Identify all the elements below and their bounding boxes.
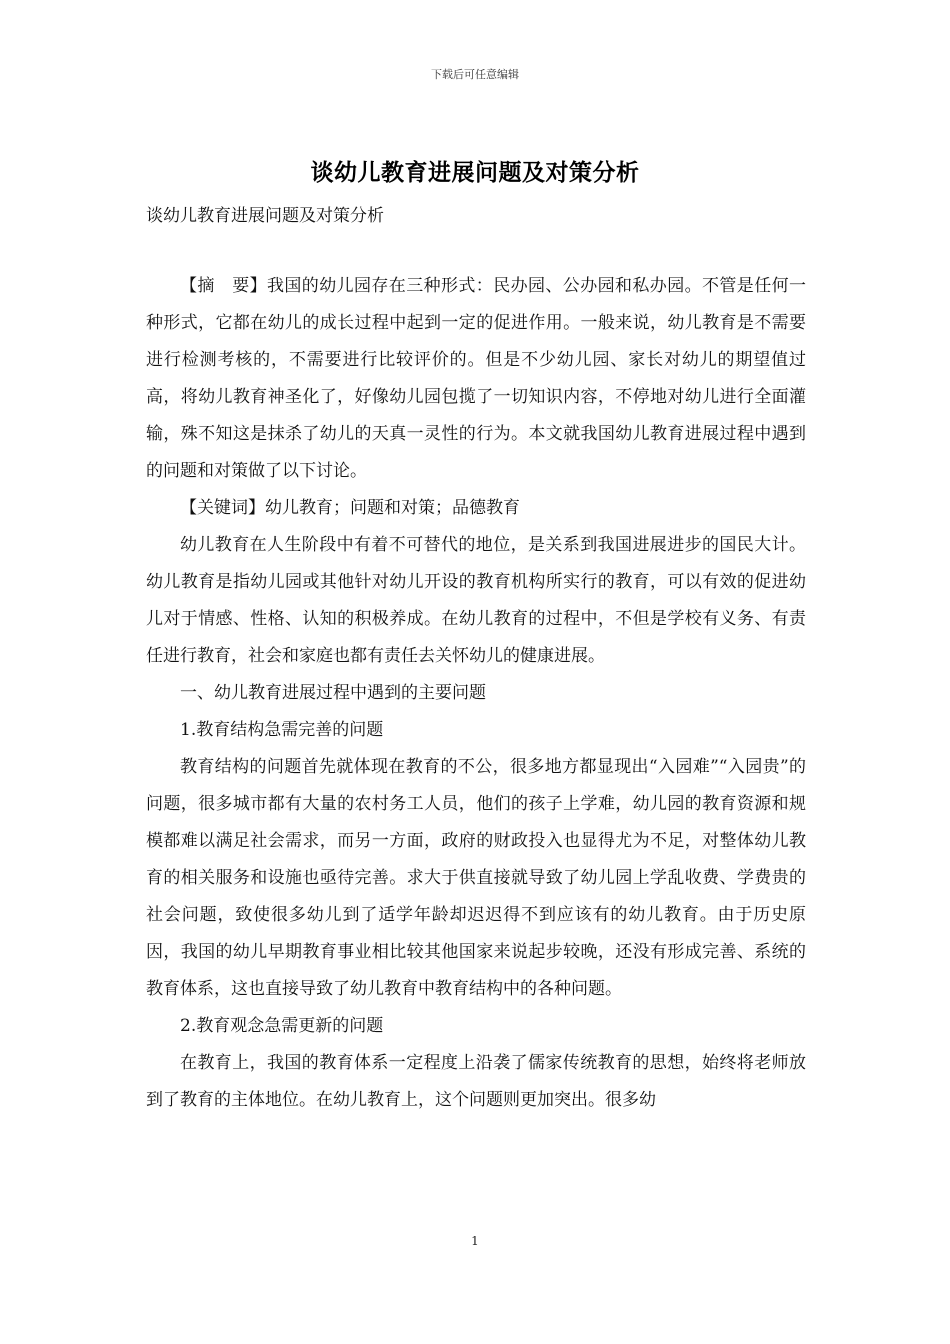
document-title: 谈幼儿教育进展问题及对策分析 xyxy=(310,159,640,186)
body-paragraph: 在教育上，我国的教育体系一定程度上沿袭了儒家传统教育的思想，始终将老师放到了教育的主体地位。在幼儿教育上，这个问题则更加突出。很多幼 xyxy=(146,1053,806,1110)
keywords-paragraph: 【关键词】幼儿教育；问题和对策；品德教育 xyxy=(180,498,520,518)
document-body xyxy=(146,268,806,1119)
intro-paragraph: 幼儿教育在人生阶段中有着不可替代的地位，是关系到我国进展进步的国民大计。幼儿教育是指幼儿园或其他针对幼儿开设的教育机构所实行的教育，可以有效的促进幼儿对于情感、性格、认知的积极养成。在幼儿教育的过程中，不但是学校有义务、有责任进行教育，社会和家庭也都有责任去关怀幼儿的健康进展。 xyxy=(146,535,806,666)
subsection-heading-2: 2.教育观念急需更新的问题 xyxy=(180,1016,384,1036)
document-subtitle: 谈幼儿教育进展问题及对策分析 xyxy=(146,206,384,226)
page-number: 1 xyxy=(471,1234,479,1248)
subsection-heading-1: 1.教育结构急需完善的问题 xyxy=(180,720,384,740)
header-note: 下载后可任意编辑 xyxy=(431,68,519,81)
section-heading-1: 一、幼儿教育进展过程中遇到的主要问题 xyxy=(180,683,486,703)
body-paragraph: 教育结构的问题首先就体现在教育的不公，很多地方都显现出“入园难”“入园贵”的问题，很多城市都有大量的农村务工人员，他们的孩子上学难，幼儿园的教育资源和规模都难以满足社会需求，而另一方面，政府的财政投入也显得尤为不足，对整体幼儿教育的相关服务和设施也亟待完善。求大于供直接就导致了幼儿园上学乱收费、学费贵的社会问题，致使很多幼儿到了适学年龄却迟迟得不到应该有的幼儿教育。由于历史原因，我国的幼儿早期教育事业相比较其他国家来说起步较晚，还没有形成完善、系统的教育体系，这也直接导致了幼儿教育中教育结构中的各种问题。 xyxy=(146,757,806,999)
abstract-paragraph: 【摘 要】我国的幼儿园存在三种形式：民办园、公办园和私办园。不管是任何一种形式，它都在幼儿的成长过程中起到一定的促进作用。一般来说，幼儿教育是不需要进行检测考核的，不需要进行比较评价的。但是不少幼儿园、家长对幼儿的期望值过高，将幼儿教育神圣化了，好像幼儿园包揽了一切知识内容，不停地对幼儿进行全面灌输，殊不知这是抹杀了幼儿的天真一灵性的行为。本文就我国幼儿教育进展过程中遇到的问题和对策做了以下讨论。 xyxy=(146,276,806,481)
